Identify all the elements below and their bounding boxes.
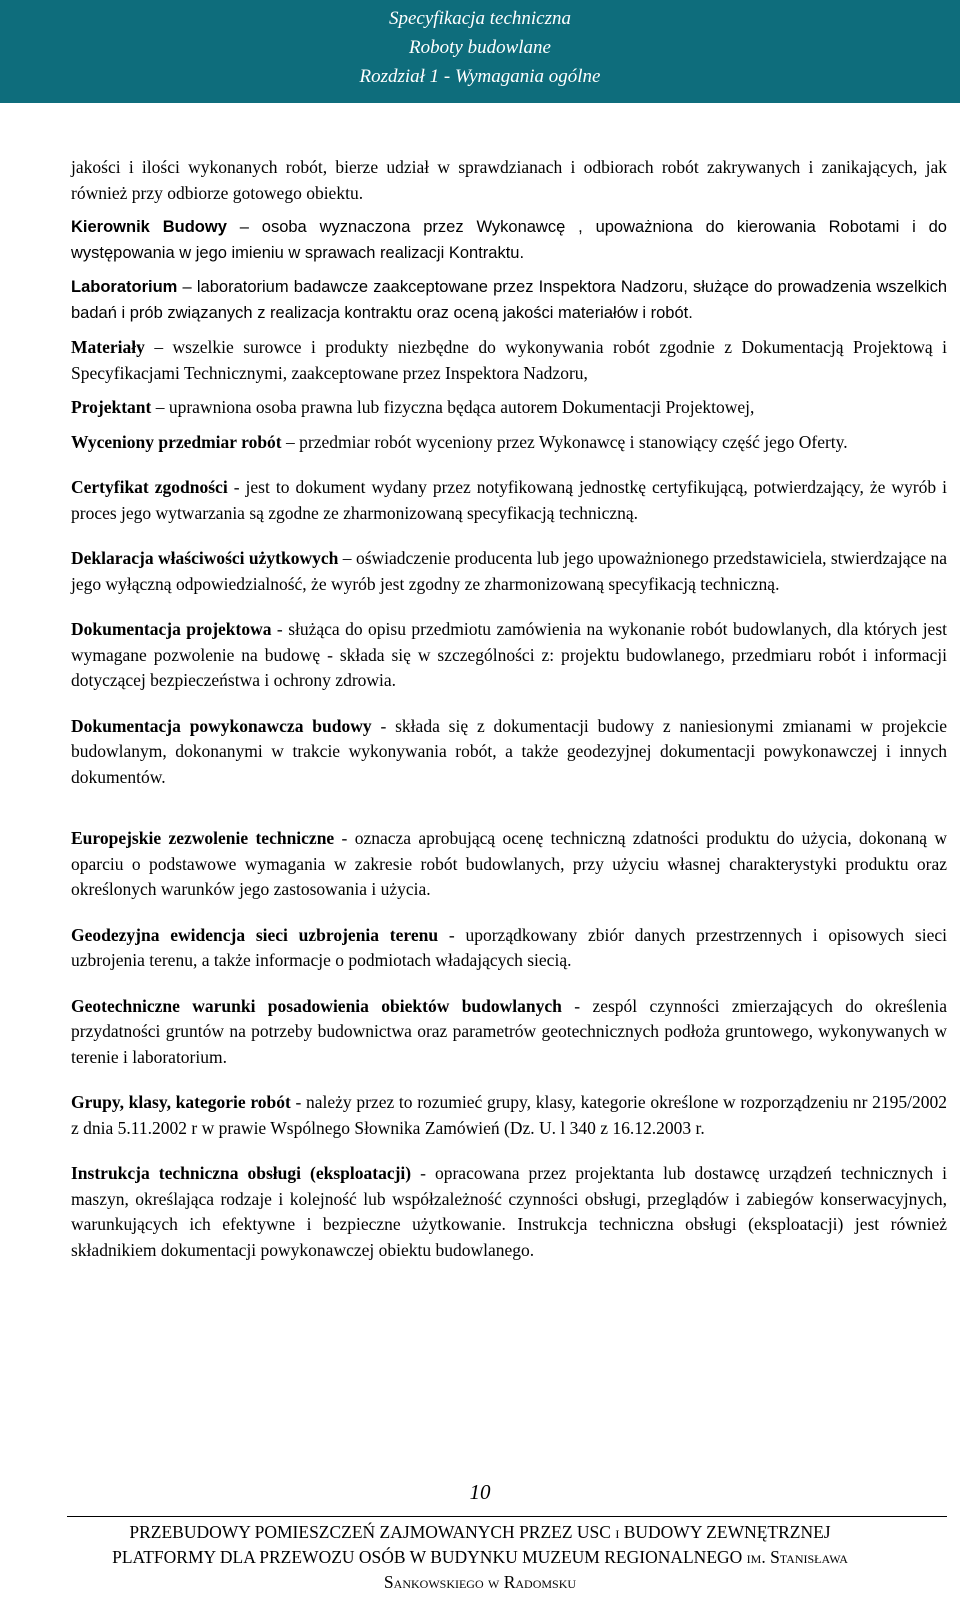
definition-text: uprawniona osoba prawna lub fizyczna będąca autorem Dokumentacji Projektowej, [168,397,755,417]
definition-geotechniczne-warunki [71,994,947,1071]
definition-text: uporządkowany zbiór danych przestrzennych i opisowych sieci uzbrojenia terenu, a także informacje o podmiotach władających siecią. [71,924,948,970]
definition-text: oświadczenie producenta lub jego upoważnionego przedstawiciela, stwierdzające na jego wyłączną odpowiedzialność, że wyrób jest zgodny ze zharmonizowaną specyfikacją techniczną. [71,548,948,594]
definition-separator: – [144,337,173,357]
definition-text: służąca do opisu przedmiotu zamówienia na wykonanie robót budowlanych, dla których jest wymagane pozwolenie na budowę - składa się w szczególności z: projektu budowlanego, przedmiaru robót i informacji dotyczącej bezpieczeństwa i ochrony zdrowia. [71,619,947,690]
page-footer [30,1520,930,1595]
definition-separator: - [438,924,466,945]
definition-projektant [71,395,947,421]
definition-separator: – [226,218,262,236]
definition-materialy [71,335,947,386]
definition-text: wszelkie surowce i produkty niezbędne do wykonywania robót zgodnie z Dokumentacją Projektową i Specyfikacjami Technicznymi, zaakceptowane przez Inspektora Nadzoru, [71,337,947,383]
definition-term: Deklaracja właściwości użytkowych [71,548,339,568]
definition-separator: - [334,828,355,848]
definition-term: Certyfikat zgodności [71,477,228,497]
definition-separator: - [290,1092,307,1112]
definition-wyceniony-przedmiar [71,430,947,456]
definition-term: Kierownik Budowy [71,218,227,236]
definition-text: opracowana przez projektanta lub dostawcę urządzeń technicznych i maszyn, określająca rodzaje i kolejność lub współzależność czynności obsługi, przeglądów i zabiegów konserwacyjnych, warunkujących ich efektywne i bezpieczne użytkowanie. Instrukcja techniczna obsługi (eksploatacji) jest również składnikiem dokumentacji powykonawczej obiektu budowlanego. [71,1163,947,1260]
header-chapter: Rozdział 1 - Wymagania ogólne [359,66,601,87]
definition-separator: – [151,397,169,417]
footer-text: BUDOWY ZEWNĘTRZNEJ [619,1522,831,1542]
definition-deklaracja-wlasciwosci [71,546,947,597]
definition-term: Grupy, klasy, kategorie robót [71,1092,291,1112]
definition-text: składa się z dokumentacji budowy z naniesionymi zmianami w projekcie budowlanym, dokonanymi w trakcie wykonywania robót, a także geodezyjnej dokumentacji powykonawczej i innych dokumentów. [71,715,947,787]
definition-dokumentacja-powykonawcza [71,714,947,791]
definition-kierownik-budowy [71,215,947,266]
definition-text: osoba wyznaczona przez Wykonawcę , upoważniona do kierowania Robotami i do występowania w jego imieniu w sprawach realizacji Kontraktu. [71,218,947,262]
definition-dokumentacja-projektowa [71,617,947,694]
definition-term: Instrukcja techniczna obsługi (eksploatacji) [71,1163,412,1183]
footer-text: im. Stanisława [746,1547,848,1567]
definition-text: laboratorium badawcze zaakceptowane przez Inspektora Nadzoru, służące do prowadzenia wszelkich badań i prób związanych z realizacja kontraktu oraz oceną jakości materiałów i robót. [71,278,947,322]
definition-term: Geodezyjna ewidencja sieci uzbrojenia terenu [71,924,439,945]
definition-term: Materiały [71,337,145,357]
definition-term: Projektant [71,397,152,417]
definition-instrukcja-techniczna [71,1161,947,1263]
paragraph-text: jakości i ilości wykonanych robót, bierze udział w sprawdzianach i odbiorach robót zakrywanych i zanikających, jak również przy odbiorze gotowego obiektu. [71,157,947,203]
definition-text: zespól czynności zmierzających do określenia przydatności gruntów na potrzeby budownictwa oraz parametrów geotechnicznych podłoża gruntowego, wykonywanych w terenie i laboratorium. [71,995,947,1067]
definition-term: Dokumentacja projektowa [71,619,272,639]
header-title: Specyfikacja techniczna [388,8,571,29]
definition-term: Europejskie zezwolenie techniczne [71,828,335,848]
page-number: 10 [469,1480,491,1504]
definition-separator: - [371,715,396,736]
definition-separator: – [338,548,356,568]
footer-line-2 [30,1545,930,1570]
footer-line-3: Sankowskiego w Radomsku [383,1572,577,1592]
definition-europejskie-zezwolenie [71,826,947,903]
footer-divider [67,1516,947,1517]
definition-text: oznacza aprobującą ocenę techniczną zdatności produktu do użycia, dokonaną w oparciu o podstawowe wymagania w zakresie robót budowlanych, przy użyciu własnej charakterystyki produktu oraz określonych warunków jego zastosowania i użycia. [71,828,947,899]
header-subtitle: Roboty budowlane [409,37,551,58]
paragraph-continuation [71,155,947,206]
footer-line-1 [30,1520,930,1545]
definition-geodezyjna-ewidencja [71,923,947,974]
definition-separator: - [227,477,246,497]
footer-text: PLATFORMY DLA PRZEWOZU OSÓB W BUDYNKU MUZEUM REGIONALNEGO [112,1547,747,1567]
definition-text: należy przez to rozumieć grupy, klasy, kategorie określone w rozporządzeniu nr 2195/2002 z dnia 5.11.2002 r w prawie Wspólnego Słownika Zamówień (Dz. U. l 340 z 16.12.2003 r. [71,1092,948,1138]
definition-separator: - [271,619,289,639]
definition-term: Wyceniony przedmiar robót [71,431,282,452]
definition-term: Dokumentacja powykonawcza budowy [71,715,372,736]
definition-laboratorium [71,275,947,326]
definition-term: Laboratorium [71,278,178,296]
definition-separator: - [561,995,593,1016]
footer-text: PRZEBUDOWY POMIESZCZEŃ ZAJMOWANYCH PRZEZ USC [129,1522,616,1542]
page-header [0,0,960,103]
footer-text: i [615,1522,620,1542]
definition-separator: – [177,278,197,296]
definition-certyfikat-zgodnosci [71,475,947,526]
definition-separator: - [411,1163,435,1183]
definition-separator: – [281,431,300,452]
document-body [71,155,947,1272]
definition-term: Geotechniczne warunki posadowienia obiektów budowlanych [71,995,562,1016]
definition-grupy-klasy-kategorie [71,1090,947,1141]
definition-text: jest to dokument wydany przez notyfikowaną jednostkę certyfikującą, potwierdzający, że wyrób i proces jego wytwarzania są zgodne ze zharmonizowaną specyfikacją techniczną. [71,477,947,523]
definition-text: przedmiar robót wyceniony przez Wykonawcę i stanowiący część jego Oferty. [299,431,848,452]
